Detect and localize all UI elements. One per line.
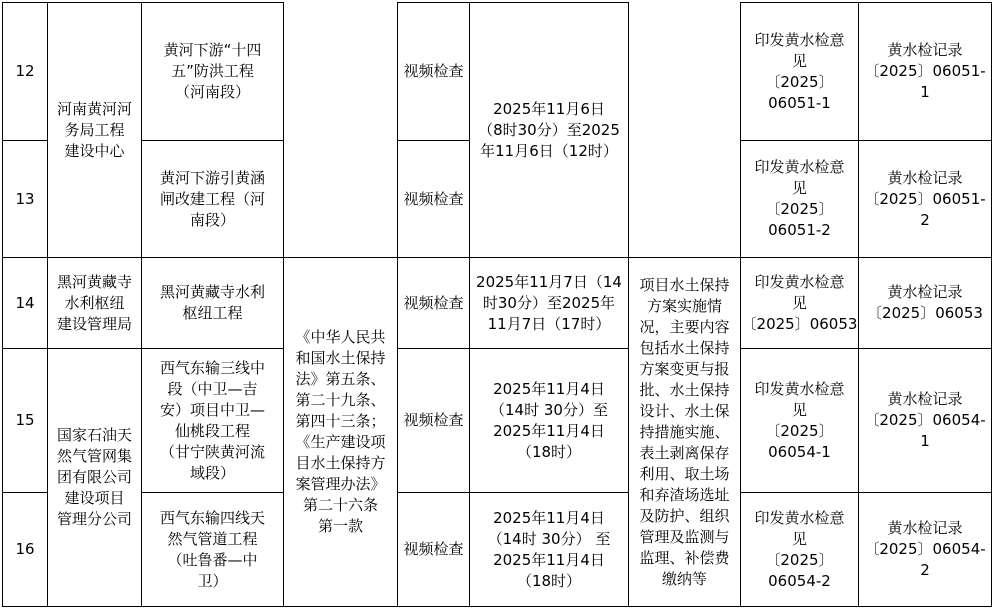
opinion-doc [740,2,859,141]
legal-basis [283,257,398,607]
project-name-text: 西气东输三线中 段（中卫—吉 安）项目中卫— 仙桃段工程 （甘宁陕黄河流 域段） [159,358,265,482]
project-name-text: 黄河下游“十四 五”防洪工程 （河南段） [163,41,262,101]
responsible-unit [47,348,142,607]
row-number-text: 15 [15,411,35,429]
record-doc-text: 黄水检记录 〔2025〕06051- 1 [864,41,986,101]
row-number [2,492,48,607]
responsible-unit [47,257,142,349]
record-doc [858,348,992,493]
opinion-doc [740,257,859,349]
opinion-doc-text: 印发黄水检意 见 〔2025〕 06054-2 [754,508,845,590]
inspection-method [397,257,470,349]
record-doc-text: 黄水检记录 〔2025〕06051- 2 [864,168,986,229]
inspection-time [469,2,629,258]
inspection-time [469,348,629,493]
inspection-method-text: 视频检查 [403,540,464,558]
inspection-time-text: 2025年11月4日 （14时 30分）至 2025年11月4日 （18时） [490,379,608,461]
record-doc [858,257,992,349]
inspection-time [469,257,629,349]
inspection-method-text: 视频检查 [403,293,464,312]
record-doc-text: 黄水检记录 〔2025〕06054- 2 [864,519,986,579]
record-doc-text: 黄水检记录 〔2025〕06054- 1 [864,390,986,450]
responsible-unit-text: 国家石油天 然气管网集 团有限公司 建设项目 管理分公司 [56,426,132,528]
opinion-doc [740,492,859,607]
project-name [141,348,284,493]
row-number [2,2,48,141]
record-doc [858,2,992,141]
row-number-text: 16 [15,540,35,558]
opinion-doc [740,140,859,258]
project-name [141,492,284,607]
inspection-time-text: 2025年11月6日 （8时30分）至2025 年11月6日（12时） [478,99,620,160]
inspection-method-text: 视频检查 [403,189,464,208]
legal-basis-text: 《中华人民共 和国水土保持 法》第五条、 第二十九条、 第四十三条； 《生产建设项 目水土保持方 案管理办法》 第二十六条 第一款 [295,328,386,535]
opinion-doc-text: 印发黄水检意 见 〔2025〕06053 [741,272,858,333]
row-number [2,140,48,258]
record-doc [858,140,992,258]
content-top-blank [628,2,741,258]
opinion-doc-text: 印发黄水检意 见 〔2025〕 06051-1 [754,30,845,112]
row-number-text: 13 [15,189,35,208]
project-name [141,257,284,349]
responsible-unit-text: 河南黄河河 务局工程 建设中心 [56,99,132,160]
inspection-method-text: 视频检查 [403,411,464,429]
inspection-time-text: 2025年11月4日 （14时 30分） 至 2025年11月4日 （18时） [487,508,611,590]
row-number-text: 14 [15,293,35,312]
inspection-method [397,348,470,493]
project-name [141,2,284,141]
inspection-content-text: 项目水土保持 方案实施情 况，主要内容 包括水土保持 方案变更与报 批、水土保持 设计、水土保 持措施实施、 表土剥离保存 利用、取土场 和弃渣场选址 及防护、组织 管理及监测与 监理、补偿费 缴纳等 [639,275,730,588]
opinion-doc [740,348,859,493]
inspection-content [628,257,741,607]
project-name-text: 黑河黄藏寺水利 枢纽工程 [159,283,265,322]
inspection-method [397,492,470,607]
row-number [2,348,48,493]
inspection-time-text: 2025年11月7日（14 时30分）至2025年 11月7日（17时） [476,272,622,333]
opinion-doc-text: 印发黄水检意 见 〔2025〕 06054-1 [754,379,845,461]
responsible-unit-text: 黑河黄藏寺 水利枢纽 建设管理局 [56,272,132,333]
responsible-unit [47,2,142,258]
inspection-method [397,140,470,258]
record-doc [858,492,992,607]
basis-top-blank [283,2,398,258]
inspection-method [397,2,470,141]
inspection-method-text: 视频检查 [403,62,464,80]
opinion-doc-text: 印发黄水检意 见 〔2025〕 06051-2 [754,158,845,239]
inspection-time [469,492,629,607]
row-number [2,257,48,349]
row-number-text: 12 [15,62,35,80]
project-name-text: 西气东输四线天 然气管道工程 （吐鲁番—中 卫） [159,508,265,590]
record-doc-text: 黄水检记录 〔2025〕06053 [867,283,983,322]
project-name [141,140,284,258]
project-name-text: 黄河下游引黄涵 闸改建工程（河 南段） [159,168,265,229]
